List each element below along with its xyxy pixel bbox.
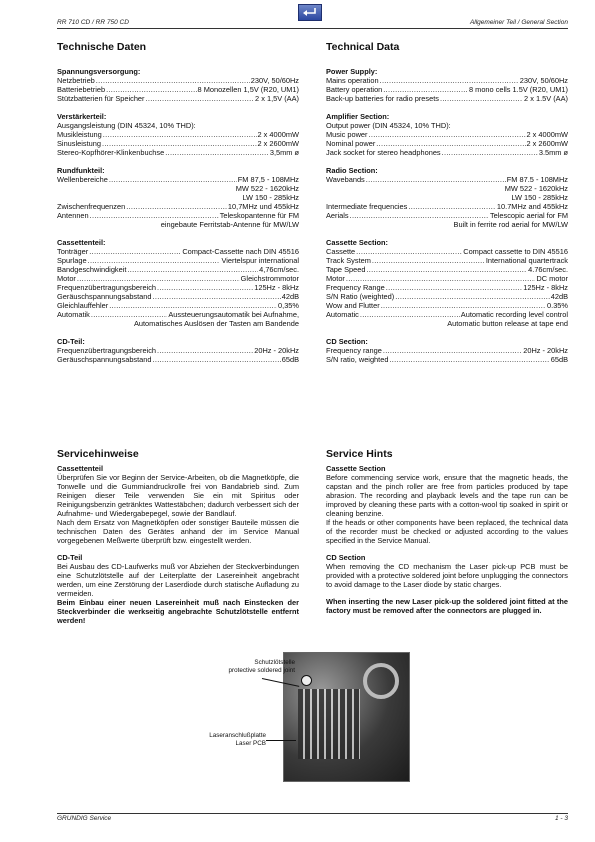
spec-row: Antennen ..... Teleskopantenne für FM xyxy=(57,211,299,220)
en-cassette-section xyxy=(326,238,568,328)
spec-row: Automatic ..... Automatic recording level control xyxy=(326,310,568,319)
spec-continuation: Automatic button release at tape end xyxy=(447,319,568,328)
spec-row: Stereo-Kopfhörer-Klinkenbuchse ..... 3,5mm ø xyxy=(57,148,299,157)
spec-row: Frequency range ..... 20Hz - 20kHz xyxy=(326,346,568,355)
spec-row: Tonträger ..... Compact-Cassette nach DIN 45516 xyxy=(57,247,299,256)
warning-paragraph: Beim Einbau einer neuen Lasereinheit muß nach Einstecken der Steckverbinder die werkseitig angebrachte Schutzlötstelle entfernt werden! xyxy=(57,598,299,625)
paragraph: Nach dem Ersatz von Magnetköpfen oder sonstiger Bauteile müssen die technischen Daten des Gerätes anhand der im Service Manual vorgegebenen Meßwerte überprüft bzw. eingestellt werden. xyxy=(57,518,299,545)
section-title: Technical Data xyxy=(326,41,400,53)
subheading: CD-Teil xyxy=(57,553,83,562)
spec-continuation: Built in ferrite rod aerial for MW/LW xyxy=(453,220,568,229)
spec-row: Frequenzübertragungsbereich ..... 20Hz - 20kHz xyxy=(57,346,299,355)
spec-row: Cassette ..... Compact cassette to DIN 45516 xyxy=(326,247,568,256)
section-title: Servicehinweise xyxy=(57,448,139,460)
en-service-hints xyxy=(326,448,568,615)
de-service-hints xyxy=(57,448,299,625)
spec-row: S/N ratio, weighted ..... 65dB xyxy=(326,355,568,364)
spec-row: Gleichlauffehler ..... 0,35% xyxy=(57,301,299,310)
spec-row: Wavebands ..... FM 87.5 - 108MHz xyxy=(326,175,568,184)
spec-row: Stützbatterien für Speicher ..... 2 x 1,5V (AA) xyxy=(57,94,299,103)
spec-row: Battery operation ..... 8 mono cells 1.5V (R20, UM1) xyxy=(326,85,568,94)
paragraph: Before commencing service work, ensure that the magnetic heads, the capstan and the pinch roller are free from particles produced by tape abrasion. The recording and playback levels and the tape run can be improved by cleaning these parts with a cotton-wool tip soaked in spirit or cleaning benzine. xyxy=(326,473,568,518)
spec-row: Frequenzübertragungsbereich ..... 125Hz - 8kHz xyxy=(57,283,299,292)
laser-lens xyxy=(363,663,399,699)
spec-row: Frequency Range ..... 125Hz - 8kHz xyxy=(326,283,568,292)
spec-row: Aerials ..... Telescopic aerial for FM xyxy=(326,211,568,220)
spec-row: Geräuschspannungsabstand ..... 42dB xyxy=(57,292,299,301)
spec-row: Intermediate frequencies ..... 10.7MHz and 455kHz xyxy=(326,202,568,211)
subheading: Amplifier Section: xyxy=(326,112,390,121)
subheading: Cassette Section xyxy=(326,464,386,473)
subheading: Power Supply: xyxy=(326,67,378,76)
header-model: RR 710 CD / RR 750 CD xyxy=(57,19,129,26)
subheading: Spannungsversorgung: xyxy=(57,67,141,76)
spec-line: Output power (DIN 45324, 10% THD): xyxy=(326,121,451,130)
spec-row: Nominal power ..... 2 x 2600mW xyxy=(326,139,568,148)
spec-row: Automatik ..... Aussteuerungsautomatik bei Aufnahme, xyxy=(57,310,299,319)
spec-row: Wellenbereiche ..... FM 87,5 - 108MHz xyxy=(57,175,299,184)
subheading: CD-Teil: xyxy=(57,337,85,346)
subheading: Cassettenteil: xyxy=(57,238,106,247)
spec-continuation: eingebaute Ferritstab-Antenne für MW/LW xyxy=(160,220,299,229)
subheading: CD Section xyxy=(326,553,366,562)
return-arrow-icon xyxy=(302,7,318,18)
back-button[interactable] xyxy=(298,4,322,21)
en-radio-section xyxy=(326,166,568,229)
spec-row: Track System ..... International quartertrack xyxy=(326,256,568,265)
de-cd-section xyxy=(57,337,299,364)
spec-row: Jack socket for stereo headphones ..... 3.5mm ø xyxy=(326,148,568,157)
spec-row: Motor ..... DC motor xyxy=(326,274,568,283)
paragraph: Bei Ausbau des CD-Laufwerks muß vor Abziehen der Steckverbindungen eine Schutzlötstelle auf der Leiterplatte der Lasereinheit angebracht werden, um eine Zerstörung der Laserdiode durch statische Aufladung zu vermeiden. xyxy=(57,562,299,598)
section-title: Technische Daten xyxy=(57,41,147,53)
page-number: 1 - 3 xyxy=(554,815,568,822)
de-radio-section xyxy=(57,166,299,229)
paragraph: Überprüfen Sie vor Beginn der Service-Arbeiten, ob die Magnetköpfe, die Tonwelle und die Gummiandruckrolle frei von Bandabrieb sind. Zum Reinigen dieser Teile verwenden Sie ein mit Spiritus oder Reinigungsbenzin getränktes Wattestäbchen; dadurch verbessert sich der Aufnahme- und Wiedergabepegel, sowie der Bandlauf. xyxy=(57,473,299,518)
paragraph: If the heads or other components have been replaced, the technical data of the recorder must be checked or adjusted according to the values specified in the Service Manual. xyxy=(326,518,568,545)
spec-row: Sinusleistung ..... 2 x 2600mW xyxy=(57,139,299,148)
subheading: Verstärkerteil: xyxy=(57,112,107,121)
spec-row: Motor ..... Gleichstrommotor xyxy=(57,274,299,283)
callout-solder-joint: Schutzlötstelle protective soldered joint xyxy=(228,659,295,674)
callout-laser-pcb: Laseranschlußplatte Laser PCB xyxy=(209,732,266,747)
spec-row: S/N Ratio (weighted) ..... 42dB xyxy=(326,292,568,301)
solder-joint-marker xyxy=(301,675,312,686)
spec-line: Ausgangsleistung (DIN 45324, 10% THD): xyxy=(57,121,196,130)
de-amplifier-section xyxy=(57,112,299,157)
spec-continuation: MW 522 - 1620kHz xyxy=(235,184,299,193)
en-power-section xyxy=(326,67,568,103)
laser-pcb-photo xyxy=(283,652,410,782)
spec-continuation: LW 150 - 285kHz xyxy=(511,193,568,202)
header-divider xyxy=(57,28,568,29)
subheading: Cassette Section: xyxy=(326,238,389,247)
footer-divider xyxy=(57,813,568,814)
spec-row: Musikleistung ..... 2 x 4000mW xyxy=(57,130,299,139)
spec-row: Batteriebetrieb ..... 8 Monozellen 1,5V (R20, UM1) xyxy=(57,85,299,94)
spec-row: Wow and Flutter ..... 0.35% xyxy=(326,301,568,310)
spec-continuation: Automatisches Auslösen der Tasten am Bandende xyxy=(133,319,299,328)
spec-continuation: MW 522 - 1620kHz xyxy=(504,184,568,193)
en-cd-section xyxy=(326,337,568,364)
spec-row: Zwischenfrequenzen ..... 10,7MHz und 455kHz xyxy=(57,202,299,211)
spec-row: Tape Speed ..... 4.76cm/sec. xyxy=(326,265,568,274)
de-technical-data xyxy=(57,41,299,373)
spec-continuation: LW 150 - 285kHz xyxy=(242,193,299,202)
spec-row: Geräuschspannungsabstand ..... 65dB xyxy=(57,355,299,364)
warning-paragraph: When inserting the new Laser pick-up the soldered joint fitted at the factory must be removed after the connectors are plugged in. xyxy=(326,597,568,615)
de-cassette-section xyxy=(57,238,299,328)
spec-row: Back-up batteries for radio presets ..... 2 x 1.5V (AA) xyxy=(326,94,568,103)
header-section: Allgemeiner Teil / General Section xyxy=(469,19,568,26)
paragraph: When removing the CD mechanism the Laser pick-up PCB must be provided with a protective soldered joint before unplugging the connectors to avoid damage to the Laser diode by static charges. xyxy=(326,562,568,589)
spec-row: Mains operation ..... 230V, 50/60Hz xyxy=(326,76,568,85)
en-technical-data xyxy=(326,41,568,373)
subheading: Radio Section: xyxy=(326,166,378,175)
spec-row: Music power ..... 2 x 4000mW xyxy=(326,130,568,139)
callout-leader-line xyxy=(266,740,296,741)
en-amplifier-section xyxy=(326,112,568,157)
spec-row: Bandgeschwindigkeit ..... 4,76cm/sec. xyxy=(57,265,299,274)
laser-pcb-board xyxy=(298,689,360,759)
spec-row: Netzbetrieb ..... 230V, 50/60Hz xyxy=(57,76,299,85)
subheading: Rundfunkteil: xyxy=(57,166,105,175)
section-title: Service Hints xyxy=(326,448,393,460)
footer-brand: GRUNDIG Service xyxy=(57,815,112,822)
de-power-section xyxy=(57,67,299,103)
subheading: CD Section: xyxy=(326,337,368,346)
spec-row: Spurlage ..... Viertelspur international xyxy=(57,256,299,265)
subheading: Cassettenteil xyxy=(57,464,104,473)
